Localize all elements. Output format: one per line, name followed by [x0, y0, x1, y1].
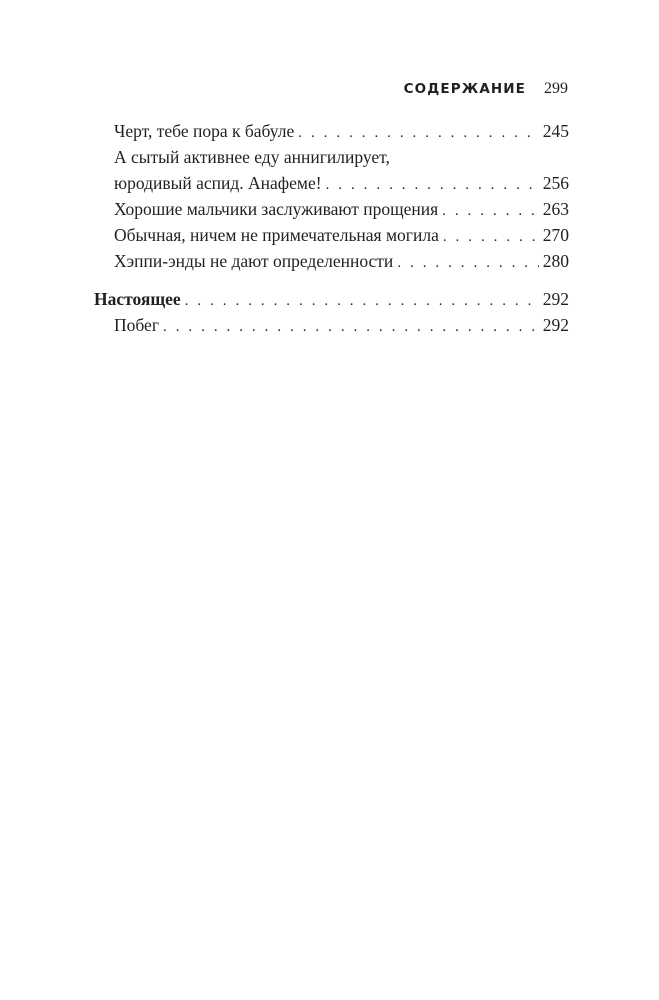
- toc-entry-page: 292: [542, 315, 569, 335]
- toc-part-title: Настоящее: [94, 289, 181, 309]
- dot-leader: [397, 250, 538, 276]
- toc-entry-page: 280: [542, 251, 569, 271]
- toc-entry-page: 263: [542, 199, 569, 219]
- toc-entry-title: Хэппи-энды не дают определенности: [114, 251, 394, 271]
- toc-entry-page: 256: [542, 173, 569, 193]
- table-of-contents: [94, 118, 569, 338]
- toc-entry-title: А сытый активнее еду аннигилирует,: [114, 147, 390, 167]
- toc-entry: [94, 170, 569, 196]
- toc-entry-title: Черт, тебе пора к бабуле: [114, 121, 295, 141]
- toc-entry-title: Хорошие мальчики заслуживают прощения: [114, 199, 439, 219]
- toc-entry-title: Обычная, ничем не примечательная могила: [114, 225, 439, 245]
- toc-entry: [94, 312, 569, 338]
- toc-entry: [94, 118, 569, 144]
- toc-entry: [94, 248, 569, 274]
- toc-entry-page: 292: [542, 289, 569, 309]
- dot-leader: [326, 172, 539, 198]
- dot-leader: [298, 120, 539, 146]
- dot-leader: [185, 288, 539, 314]
- toc-entry-title: Побег: [114, 315, 160, 335]
- toc-entry-page: 270: [542, 225, 569, 245]
- toc-entry: [94, 222, 569, 248]
- toc-part-entry: [94, 286, 569, 312]
- toc-entry: [94, 144, 569, 170]
- toc-entry-page: 245: [542, 121, 569, 141]
- toc-entry: [94, 196, 569, 222]
- dot-leader: [163, 314, 539, 340]
- dot-leader: [443, 224, 539, 250]
- page-number: 299: [544, 80, 568, 97]
- dot-leader: [442, 198, 539, 224]
- toc-entry-title: юродивый аспид. Анафеме!: [114, 173, 322, 193]
- running-header: [404, 80, 568, 98]
- running-title: СОДЕРЖАНИЕ: [403, 81, 526, 97]
